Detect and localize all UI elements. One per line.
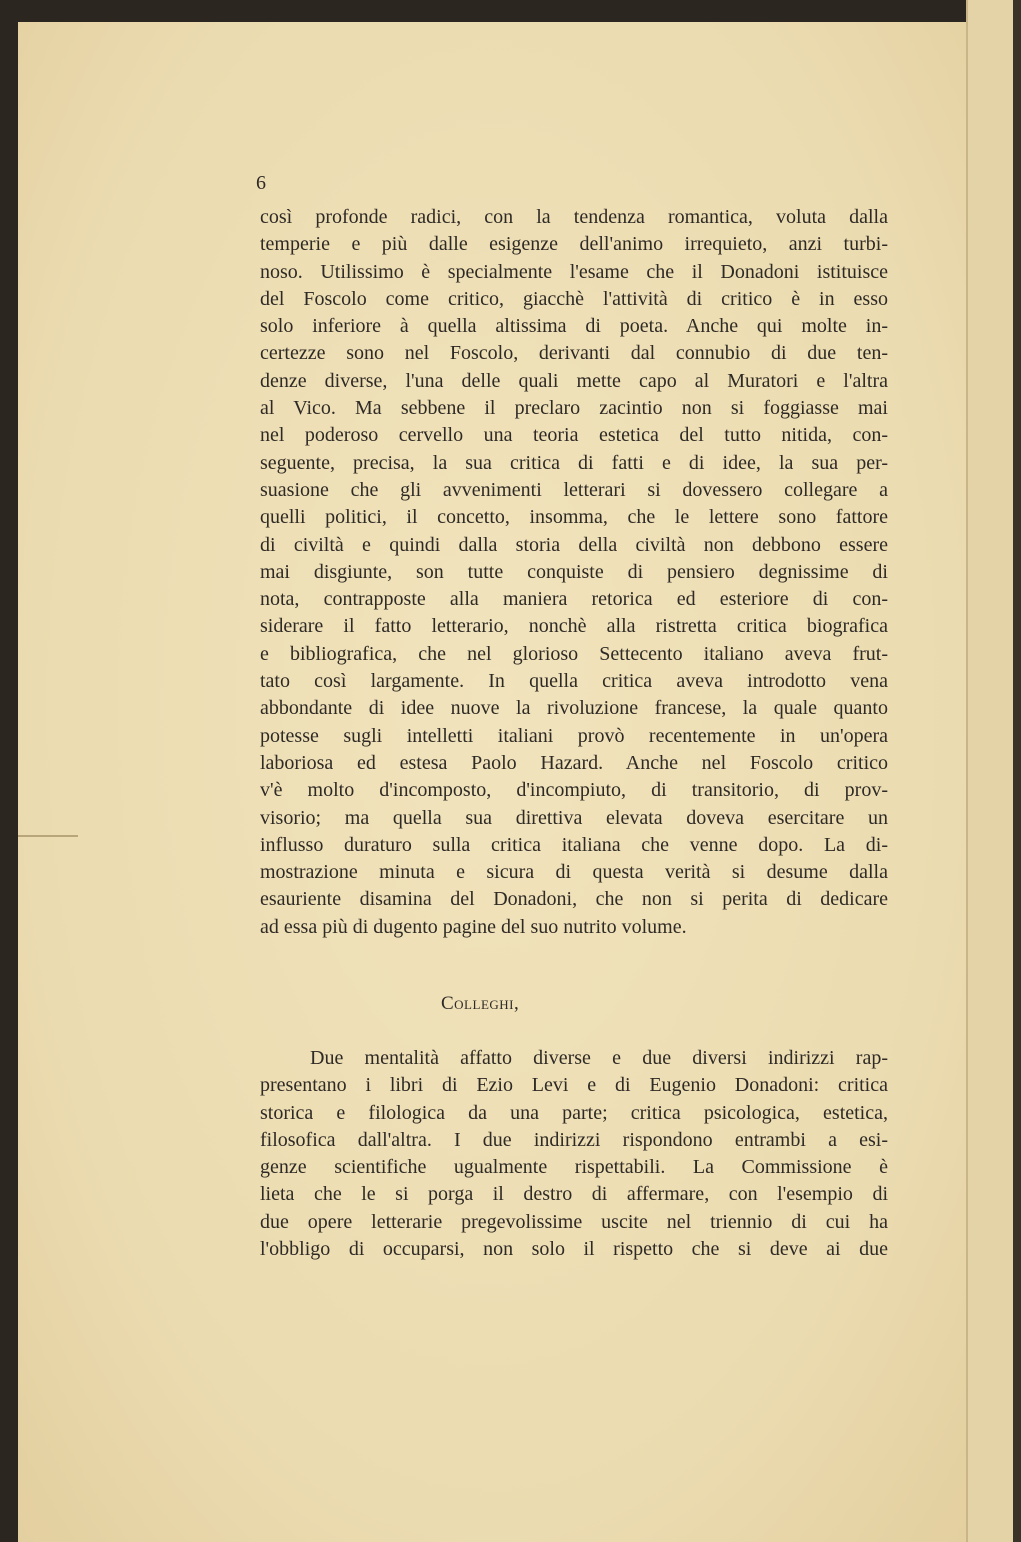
text-line: ad essa più di dugento pagine del suo nutrito volume.: [260, 915, 687, 938]
text-line: e bibliografica, che nel glorioso Settecento italiano aveva frut-: [260, 642, 888, 665]
text-line: seguente, precisa, la sua critica di fatti e di idee, la sua per-: [260, 451, 888, 474]
section-heading: Colleghi,: [441, 993, 520, 1014]
paragraph-2: [260, 1045, 888, 1263]
text-line: filosofica dall'altra. I due indirizzi rispondono entrambi a esi-: [260, 1128, 888, 1151]
text-line: genze scientifiche ugualmente rispettabili. La Commissione è: [260, 1156, 888, 1179]
text-line: denze diverse, l'una delle quali mette capo al Muratori e l'altra: [260, 369, 888, 392]
scan-border-right: [1013, 0, 1021, 1542]
text-line: lieta che le si porga il destro di affermare, con l'esempio di: [260, 1183, 888, 1206]
text-line: mostrazione minuta e sicura di questa verità si desume dalla: [260, 861, 888, 884]
text-line: di civiltà e quindi dalla storia della civiltà non debbono essere: [260, 533, 888, 556]
page-crease: [18, 835, 78, 837]
text-line: solo inferiore à quella altissima di poeta. Anche qui molte in-: [260, 315, 888, 338]
text-line: nota, contrapposte alla maniera retorica ed esteriore di con-: [260, 588, 888, 611]
text-line: laboriosa ed estesa Paolo Hazard. Anche nel Foscolo critico: [260, 751, 888, 774]
text-line: storica e filologica da una parte; critica psicologica, estetica,: [260, 1101, 888, 1124]
text-line: due opere letterarie pregevolissime uscite nel triennio di cui ha: [260, 1210, 888, 1233]
text-line: mai disgiunte, son tutte conquiste di pensiero degnissime di: [260, 560, 888, 583]
text-line: Due mentalità affatto diverse e due diversi indirizzi rap-: [310, 1047, 888, 1069]
text-line: l'obbligo di occuparsi, non solo il rispetto che si deve ai due: [260, 1238, 888, 1261]
paragraph-1: [260, 204, 888, 941]
text-line: tato così largamente. In quella critica aveva introdotto vena: [260, 670, 888, 693]
scan-border-left: [0, 0, 18, 1542]
page-number: 6: [256, 172, 266, 194]
text-line: siderare il fatto letterario, nonchè alla ristretta critica biografica: [260, 615, 888, 638]
text-line: potesse sugli intelletti italiani provò recentemente in un'opera: [260, 724, 888, 747]
text-line: quelli politici, il concetto, insomma, che le lettere sono fattore: [260, 506, 888, 529]
text-line: suasione che gli avvenimenti letterari si dovessero collegare a: [260, 478, 888, 501]
text-line: influsso duraturo sulla critica italiana che venne dopo. La di-: [260, 833, 888, 856]
text-line: v'è molto d'incomposto, d'incompiuto, di transitorio, di prov-: [260, 779, 888, 802]
text-line: visorio; ma quella sua direttiva elevata doveva esercitare un: [260, 806, 888, 829]
text-line: nel poderoso cervello una teoria estetica del tutto nitida, con-: [260, 424, 888, 447]
text-line: certezze sono nel Foscolo, derivanti dal connubio di due ten-: [260, 342, 888, 365]
text-line: esauriente disamina del Donadoni, che non si perita di dedicare: [260, 888, 888, 911]
text-line: noso. Utilissimo è specialmente l'esame che il Donadoni istituisce: [260, 260, 888, 283]
text-line: così profonde radici, con la tendenza romantica, voluta dalla: [260, 206, 888, 228]
text-line: temperie e più dalle esigenze dell'animo irrequieto, anzi turbi-: [260, 233, 888, 256]
scan-border-top: [0, 0, 966, 22]
text-line: presentano i libri di Ezio Levi e di Eugenio Donadoni: critica: [260, 1074, 888, 1097]
text-line: al Vico. Ma sebbene il preclaro zacintio non si foggiasse mai: [260, 397, 888, 420]
text-line: del Foscolo come critico, giacchè l'attività di critico è in esso: [260, 287, 888, 310]
adjacent-page-edge: [966, 0, 1021, 1542]
text-line: abbondante di idee nuove la rivoluzione francese, la quale quanto: [260, 697, 888, 720]
